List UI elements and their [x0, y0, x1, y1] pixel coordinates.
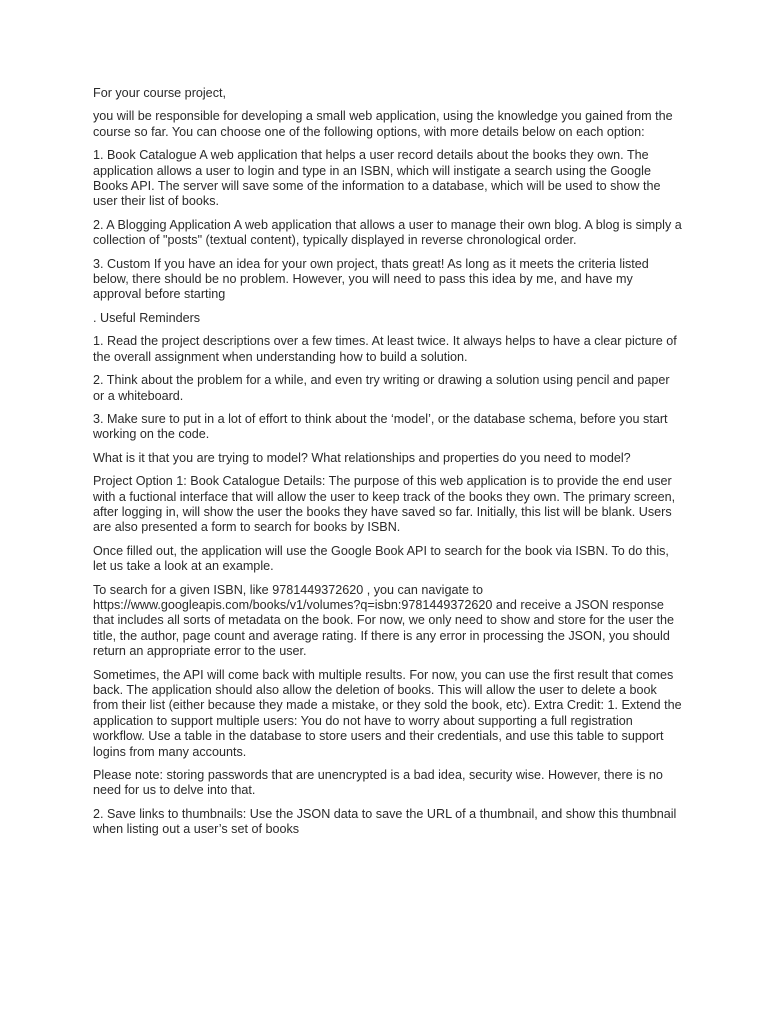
- intro-paragraph: you will be responsible for developing a small web application, using the knowledge you gained from the course so far. You can choose one of the following options, with more details below on each option:: [93, 109, 673, 139]
- option-custom: 3. Custom If you have an idea for your own project, thats great! As long as it meets the criteria listed below, there should be no problem. However, you will need to pass this idea by me, and have my approval before starting: [93, 256, 649, 302]
- useful-reminders-heading: . Useful Reminders: [93, 310, 201, 325]
- reminder-2: 2. Think about the problem for a while, and even try writing or drawing a solution using pencil and paper or a whiteboard.: [93, 373, 670, 403]
- model-question: What is it that you are trying to model? What relationships and properties do you need to model?: [93, 450, 631, 465]
- multiple-results-and-extra-credit: Sometimes, the API will come back with multiple results. For now, you can use the first result that comes back. The application should also allow the deletion of books. This will allow the user to delete a book from their list (either because they made a mistake, or they sold the book, etc). Extra Credit: 1. Extend the application to support multiple users: You do not have to worry about supporting a full registration workflow. Use a table in the database to store users and their credentials, and use this table to support logins from many accounts.: [93, 667, 682, 759]
- thumbnail-links: 2. Save links to thumbnails: Use the JSON data to save the URL of a thumbnail, and show this thumbnail when listing out a user’s set of books: [93, 806, 677, 837]
- reminder-1: 1. Read the project descriptions over a few times. At least twice. It always helps to have a clear picture of the overall assignment when understanding how to build a solution.: [93, 334, 677, 364]
- option-blogging-application: 2. A Blogging Application A web application that allows a user to manage their own blog. A blog is simply a collection of "posts" (textual content), typically displayed in reverse chronological order.: [93, 217, 682, 248]
- document-page: [93, 86, 683, 846]
- isbn-search-example: To search for a given ISBN, like 9781449372620 , you can navigate to https://www.googleapis.com/books/v1/volumes?q=isbn:9781449372620 and receive a JSON response that includes all sorts of metadata on the book. For now, we only need to show and store for the user the title, the author, page count and average rating. If there is any error in processing the JSON, you should return an appropriate error to the user.: [93, 582, 675, 659]
- reminder-3: 3. Make sure to put in a lot of effort to think about the ‘model’, or the database schema, before you start working on the code.: [93, 411, 668, 442]
- password-note: Please note: storing passwords that are unencrypted is a bad idea, security wise. However, there is no need for us to delve into that.: [93, 768, 663, 798]
- option-book-catalogue: 1. Book Catalogue A web application that helps a user record details about the books they own. The application allows a user to login and type in an ISBN, which will instigate a search using the Google Books API. The server will save some of the information to a database, which will be used to show the user their list of books.: [93, 148, 661, 209]
- intro-line: For your course project,: [93, 86, 226, 100]
- google-book-api-paragraph: Once filled out, the application will use the Google Book API to search for the book via ISBN. To do this, let us take a look at an example.: [93, 543, 669, 574]
- project-option-1-details: Project Option 1: Book Catalogue Details: The purpose of this web application is to provide the end user with a fuctional interface that will allow the user to keep track of the books they own. The primary screen, after logging in, will show the user the books they have saved so far. Initially, this list will be blank. Users are also presented a form to search for books by ISBN.: [93, 474, 676, 535]
